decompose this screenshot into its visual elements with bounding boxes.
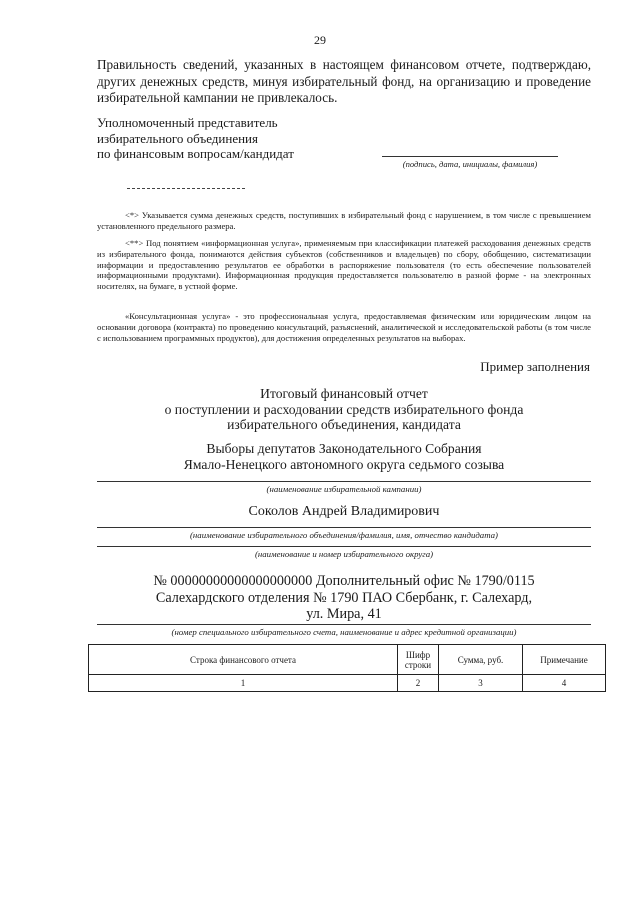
column-number-3: 3	[439, 675, 523, 692]
financial-report-table	[88, 644, 606, 692]
footnote-2: <**> Под понятием «информационная услуга», применяемым при классификации платежей расходования денежных средств из избирательного фонда, понимаются действия субъектов (собственников и владельцев) по сбору, обобщению, систематизации информации и предоставлению результатов ее обработки в распоряжение пользователя (то есть обеспечение пользователей информационными продуктами). Информационная продукция предоставляется пользователю в разной форме - на электронных носителях, на бумаге, в устной форме.	[97, 238, 591, 292]
footnote-3: «Консультационная услуга» - это профессиональная услуга, предоставляемая физическим или юридическим лицом на основании договора (контракта) по проведению консультаций, разъяснений, аналитической и исследовательской работы (в том числе с использованием программных продуктов), для достижения определенных результатов на выборах.	[97, 311, 591, 343]
campaign-line-1: Выборы депутатов Законодательного Собрания	[206, 441, 482, 456]
table-header-row	[89, 645, 606, 675]
signature-line	[382, 156, 558, 157]
table-number-row	[89, 675, 606, 692]
account-line-3: ул. Мира, 41	[306, 606, 382, 622]
column-number-4: 4	[523, 675, 606, 692]
campaign-name	[97, 441, 591, 472]
account-line-2: Салехардского отделения № 1790 ПАО Сбербанк, г. Салехард,	[155, 589, 533, 606]
signature-caption: (подпись, дата, инициалы, фамилия)	[402, 159, 538, 169]
candidate-rule	[97, 527, 591, 528]
campaign-rule	[97, 481, 591, 482]
example-label: Пример заполнения	[480, 359, 590, 374]
representative-line-2: избирательного объединения	[97, 130, 258, 146]
representative-line-1: Уполномоченный представитель	[97, 115, 278, 130]
bank-account	[97, 573, 591, 623]
column-number-2: 2	[398, 675, 439, 692]
report-title-line-1: Итоговый финансовый отчет	[260, 386, 428, 401]
district-rule	[97, 546, 591, 547]
header-line-code: Шифр строки	[398, 645, 439, 675]
district-caption: (наименование и номер избирательного округа)	[254, 549, 434, 559]
representative-line-3: по финансовым вопросам/кандидат	[97, 146, 294, 161]
footnote-separator	[127, 188, 245, 189]
account-rule	[97, 624, 591, 625]
page-number: 29	[314, 33, 326, 47]
header-amount: Сумма, руб.	[439, 645, 523, 675]
candidate-caption: (наименование избирательного объединения/фамилия, имя, отчество кандидата)	[190, 530, 498, 540]
report-title	[97, 386, 591, 433]
report-title-line-3: избирательного объединения, кандидата	[227, 417, 461, 433]
candidate-name: Соколов Андрей Владимирович	[248, 504, 440, 519]
account-caption: (номер специального избирательного счета, наименование и адрес кредитной организации)	[171, 627, 517, 637]
representative-block	[97, 115, 294, 162]
account-line-1: № 00000000000000000000 Дополнительный офис № 1790/0115	[153, 573, 535, 589]
column-number-1: 1	[89, 675, 398, 692]
campaign-caption: (наименование избирательной кампании)	[266, 484, 422, 494]
confirmation-paragraph: Правильность сведений, указанных в настоящем финансовом отчете, подтверждаю, других денежных средств, минуя избирательный фонд, на организацию и проведение избирательной кампании не привлекалось.	[97, 57, 591, 105]
header-note: Примечание	[523, 645, 606, 675]
report-title-line-2: о поступлении и расходовании средств избирательного фонда	[164, 401, 524, 417]
campaign-line-2: Ямало-Ненецкого автономного округа седьмого созыва	[183, 456, 505, 472]
footnote-1: <*> Указывается сумма денежных средств, поступивших в избирательный фонд с нарушением, в том числе с превышением установленного предельного размера.	[97, 210, 591, 231]
header-report-line: Строка финансового отчета	[89, 645, 398, 675]
